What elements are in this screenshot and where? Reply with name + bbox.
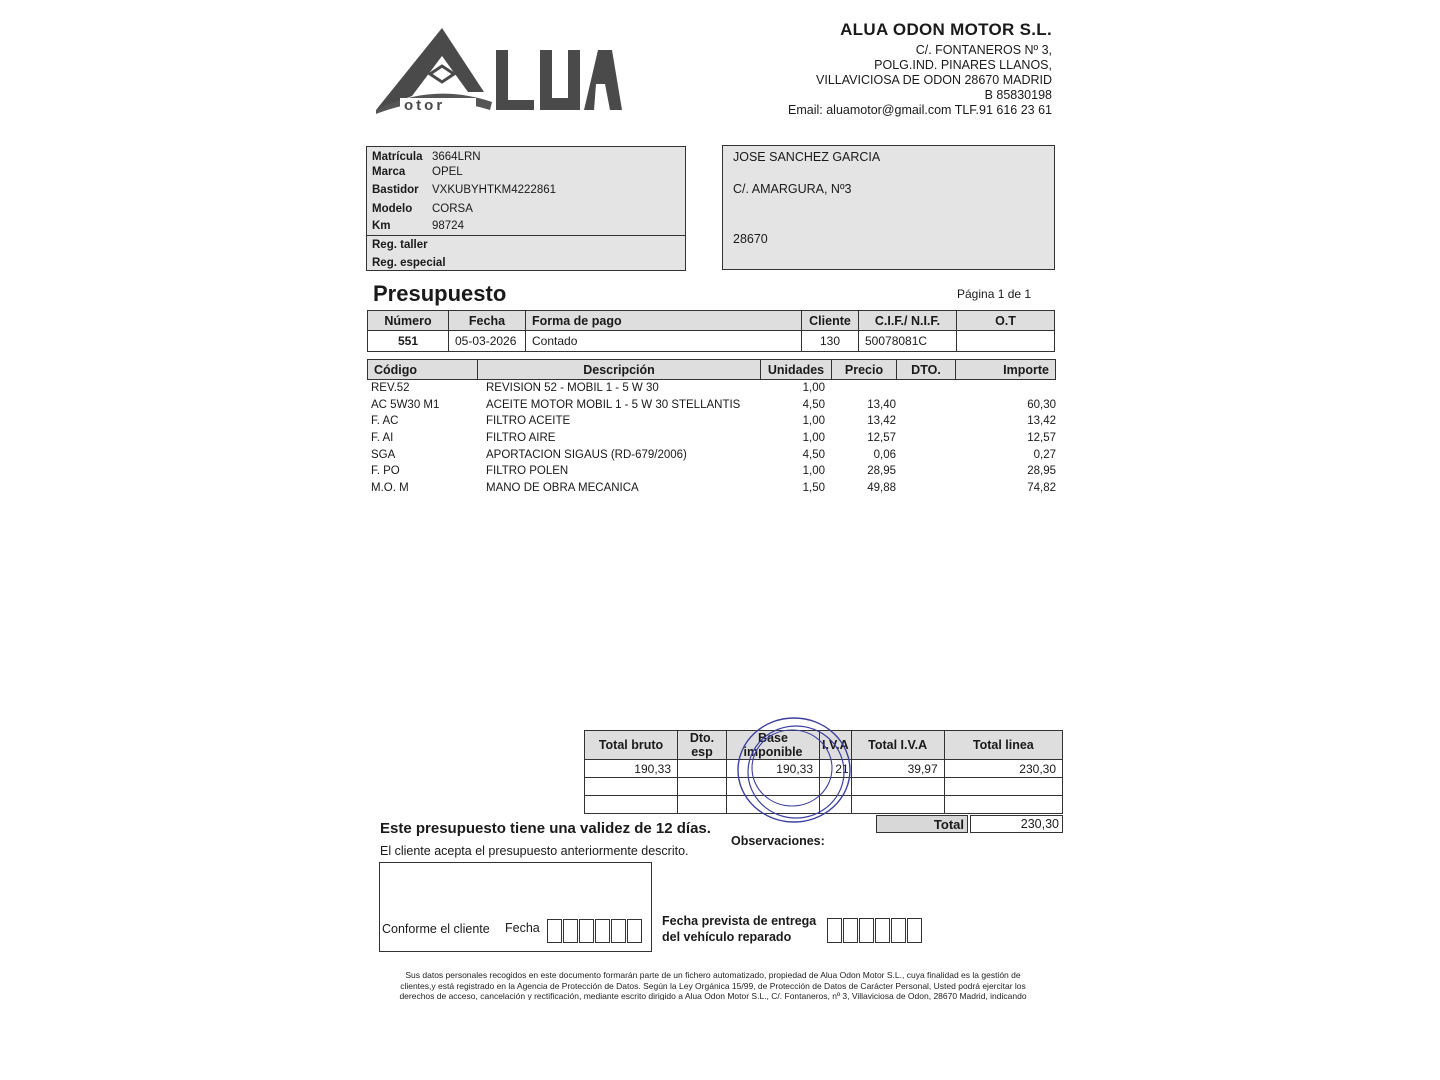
value-forma-pago: Contado	[526, 331, 802, 352]
line-units: 4,50	[802, 448, 825, 461]
line-code: SGA	[371, 448, 396, 461]
line-code: F. PO	[371, 465, 400, 478]
line-price: 13,42	[867, 415, 896, 428]
validity-text: Este presupuesto tiene una validez de 12 días.	[380, 820, 711, 837]
value-cliente: 130	[802, 331, 859, 352]
company-header	[788, 22, 1052, 118]
page-number: Página 1 de 1	[957, 287, 1032, 301]
totals-header-bruto: Total bruto	[585, 731, 678, 760]
value-numero: 551	[368, 331, 449, 352]
col-precio: Precio	[832, 360, 897, 380]
km-label: Km	[372, 220, 391, 232]
observaciones-label: Observaciones:	[731, 834, 825, 848]
client-zip: 28670	[733, 232, 768, 246]
value-cif: 50078081C	[859, 331, 957, 352]
document-title: Presupuesto	[373, 281, 507, 306]
matricula-label: Matrícula	[372, 151, 423, 163]
grand-total-value: 230,30	[970, 815, 1063, 833]
line-code: F. AC	[371, 415, 399, 428]
company-name: ALUA ODON MOTOR S.L.	[840, 20, 1052, 39]
company-contact: Email: aluamotor@gmail.com TLF.91 616 23 61	[788, 103, 1052, 117]
line-items-list	[366, 382, 1056, 499]
line-description: REVISION 52 - MOBIL 1 - 5 W 30	[486, 382, 659, 394]
line-units: 1,00	[802, 465, 825, 478]
header-numero: Número	[368, 311, 449, 331]
value-fecha: 05-03-2026	[449, 331, 526, 352]
line-price: 28,95	[867, 465, 896, 478]
line-units: 4,50	[802, 398, 825, 411]
km-value: 98724	[432, 220, 464, 232]
totals-base: 190,33	[727, 760, 820, 778]
line-units: 1,00	[802, 382, 825, 394]
acceptance-text: El cliente acepta el presupuesto anteriormente descrito.	[380, 844, 689, 858]
company-address-2: POLG.IND. PINARES LLANOS,	[874, 58, 1052, 72]
client-name: JOSE SANCHEZ GARCIA	[733, 150, 881, 164]
client-signature-box[interactable]	[379, 862, 652, 952]
vehicle-info-box	[366, 146, 686, 271]
line-price: 0,06	[873, 448, 896, 461]
delivery-date-label	[662, 913, 816, 945]
line-description: FILTRO AIRE	[486, 432, 556, 445]
lines-header-table	[367, 359, 1056, 380]
reg-especial-label: Reg. especial	[372, 257, 446, 269]
line-amount: 28,95	[1027, 465, 1056, 478]
totals-header-base: Base imponible	[727, 731, 820, 760]
delivery-line-2: del vehículo reparado	[662, 930, 792, 944]
line-price: 12,57	[867, 432, 896, 445]
value-ot	[957, 331, 1055, 352]
modelo-value: CORSA	[432, 203, 473, 215]
conforme-label: Conforme el cliente	[382, 922, 490, 936]
line-amount: 12,57	[1027, 432, 1056, 445]
line-units: 1,00	[802, 415, 825, 428]
col-descripcion: Descripción	[478, 360, 761, 380]
totals-header-dto: Dto. esp	[678, 731, 727, 760]
document-header-table	[367, 310, 1055, 352]
delivery-line-1: Fecha prevista de entrega	[662, 914, 817, 928]
handwritten-circle-mark	[730, 708, 860, 838]
line-description: FILTRO ACEITE	[486, 415, 571, 428]
col-importe: Importe	[956, 360, 1056, 380]
totals-header-total-linea: Total linea	[944, 731, 1062, 760]
line-amount: 60,30	[1027, 398, 1056, 411]
client-street: C/. AMARGURA, Nº3	[733, 182, 852, 196]
header-fecha: Fecha	[449, 311, 526, 331]
company-address-1: C/. FONTANEROS Nº 3,	[915, 43, 1052, 57]
alua-motor-logo-graphic	[372, 22, 622, 117]
fecha-label: Fecha	[505, 921, 540, 935]
line-item	[366, 465, 1056, 482]
line-description: APORTACION SIGAUS (RD-679/2006)	[486, 448, 687, 461]
line-item	[366, 432, 1056, 449]
header-forma-pago: Forma de pago	[526, 311, 802, 331]
bastidor-label: Bastidor	[372, 184, 419, 196]
col-unidades: Unidades	[761, 360, 832, 380]
line-code: M.O. M	[371, 482, 409, 495]
line-price: 13,40	[867, 398, 896, 411]
line-description: MANO DE OBRA MECANICA	[486, 482, 639, 495]
totals-iva: 21	[820, 760, 852, 778]
line-price: 49,88	[867, 482, 896, 495]
matricula-value: 3664LRN	[432, 151, 481, 163]
company-cif: B 85830198	[984, 88, 1052, 102]
line-item	[366, 415, 1056, 432]
line-amount: 74,82	[1027, 482, 1056, 495]
company-logo	[372, 22, 622, 117]
totals-total-iva: 39,97	[851, 760, 944, 778]
header-ot: O.T	[957, 311, 1055, 331]
line-units: 1,00	[802, 432, 825, 445]
bastidor-value: VXKUBYHTKM4222861	[432, 184, 557, 196]
line-item	[366, 399, 1056, 416]
totals-bruto: 190,33	[585, 760, 678, 778]
marca-label: Marca	[372, 166, 406, 178]
line-code: REV.52	[371, 382, 410, 394]
line-description: FILTRO POLEN	[486, 465, 569, 478]
line-item	[366, 449, 1056, 466]
modelo-label: Modelo	[372, 203, 413, 215]
totals-total-linea: 230,30	[944, 760, 1062, 778]
col-codigo: Código	[368, 360, 478, 380]
grand-total-label: Total	[876, 815, 968, 833]
data-protection-footer: Sus datos personales recogidos en este documento formarán parte de un fichero automatizado, propiedad de Alua Odon Motor S.L., cuya finalidad es la gestión de clientes,y está registrado en la Agencia de Protección de Datos. Según la Ley Orgánica 15/99, de Protección de Datos de Carácter Personal, Usted podrá ejercitar los derechos de acceso, cancelación y rectificación, mediante escrito dirigido a Alua Odon Motor S.L., C/. Fontaneros, nº 3, Villaviciosa de Odon, 28670 Madrid, indicando	[399, 970, 1027, 1000]
line-amount: 13,42	[1027, 415, 1056, 428]
totals-dto	[678, 760, 727, 778]
signature-date-boxes[interactable]	[547, 919, 643, 943]
totals-header-total-iva: Total I.V.A	[851, 731, 944, 760]
company-address-3: VILLAVICIOSA DE ODON 28670 MADRID	[816, 73, 1052, 87]
line-units: 1,50	[802, 482, 825, 495]
line-description: ACEITE MOTOR MOBIL 1 - 5 W 30 STELLANTIS	[486, 398, 741, 411]
header-cif: C.I.F./ N.I.F.	[859, 311, 957, 331]
delivery-date-boxes[interactable]	[827, 918, 923, 943]
line-amount: 0,27	[1033, 448, 1056, 461]
header-cliente: Cliente	[802, 311, 859, 331]
line-item	[366, 482, 1056, 499]
totals-header-iva: I.V.A	[820, 731, 852, 760]
line-item	[366, 382, 1056, 399]
svg-text:otor: otor	[404, 97, 446, 114]
marca-value: OPEL	[432, 166, 463, 178]
line-code: F. AI	[371, 432, 394, 445]
client-address-box	[722, 145, 1055, 270]
line-code: AC 5W30 M1	[371, 398, 440, 411]
reg-taller-label: Reg. taller	[372, 239, 428, 251]
vehicle-divider	[367, 235, 685, 236]
col-dto: DTO.	[897, 360, 956, 380]
